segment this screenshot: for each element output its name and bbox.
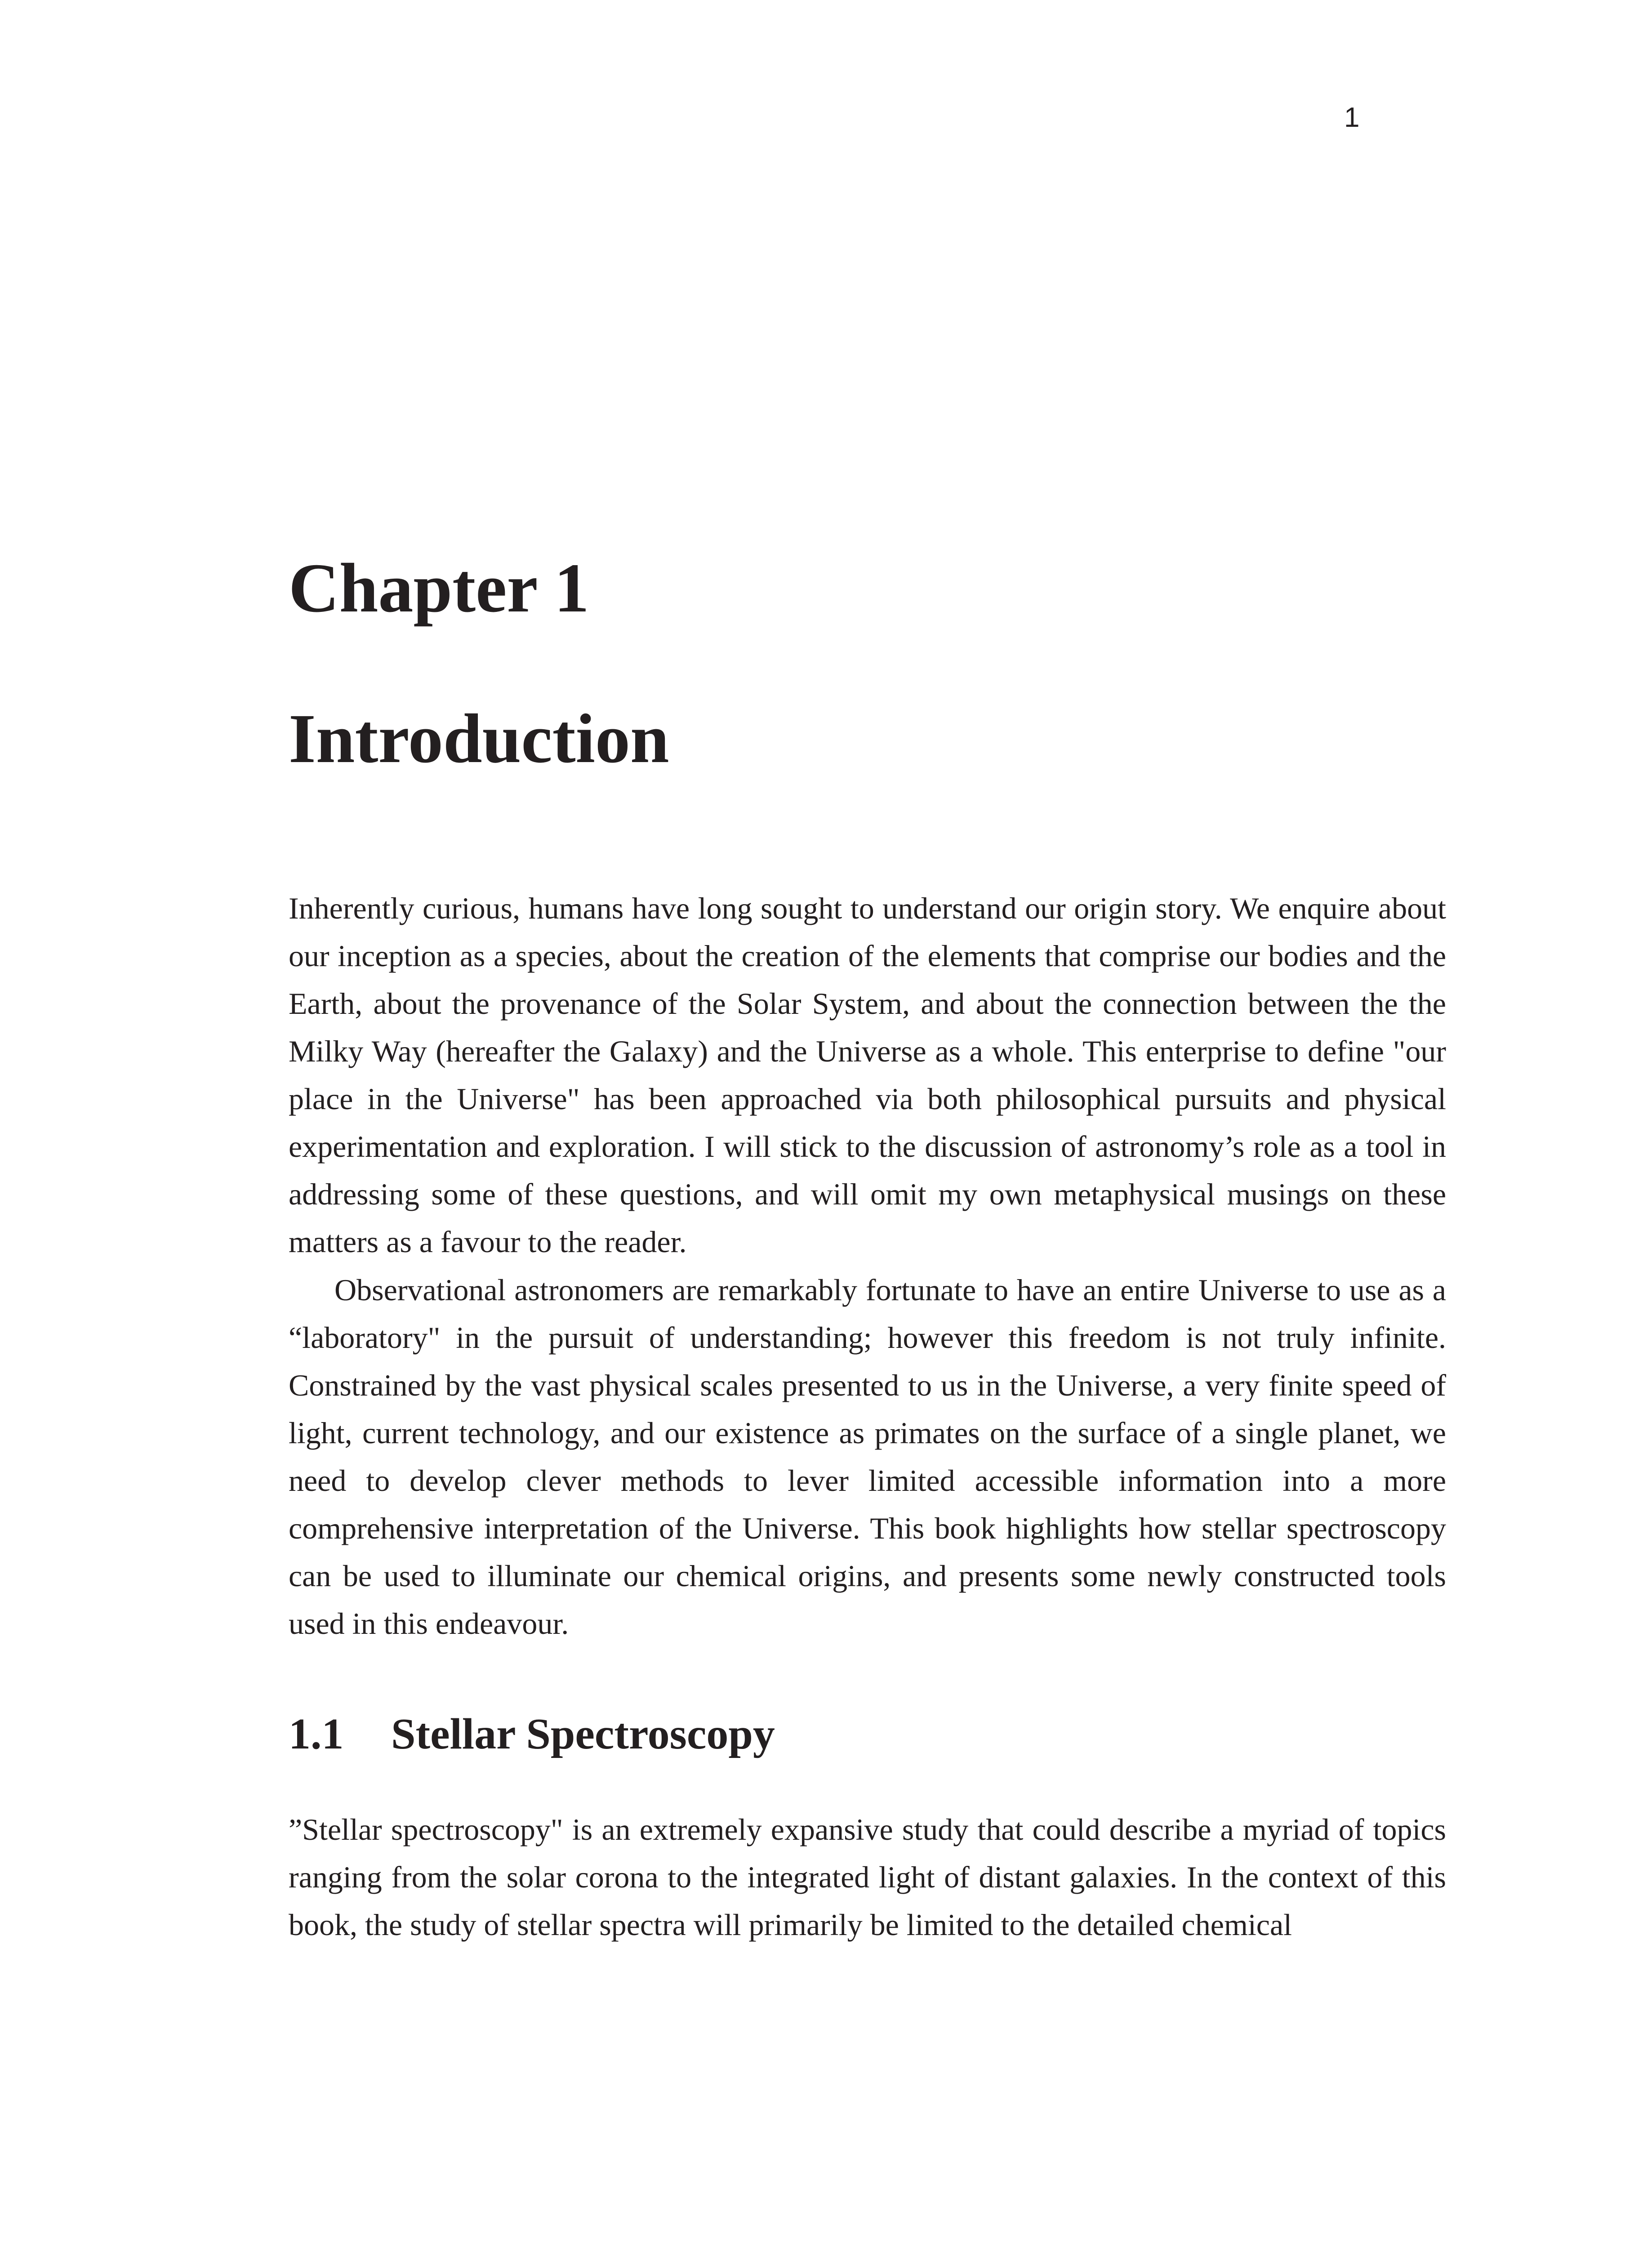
section-paragraph: ”Stellar spectroscopy" is an extremely expansive study that could describe a myriad of topics ranging from the solar corona to the integrated light of distant galaxies. In the context of this book, the study of stellar spectra will primarily be limited to the detailed chemical: [289, 1812, 1446, 1942]
page-number: 1: [1344, 102, 1360, 133]
chapter-title: Introduction: [289, 700, 669, 777]
intro-paragraph-1: Inherently curious, humans have long sought to understand our origin story. We enquire about our inception as a species, about the creation of the elements that comprise our bodies and the Earth, about the provenance of the Solar System, and about the connection between the the Milky Way (hereafter the Galaxy) and the Universe as a whole. This enterprise to define "our place in the Universe" has been approached via both philosophical pursuits and physical experimentation and exploration. I will stick to the discussion of astronomy’s role as a tool in addressing some of these questions, and will omit my own metaphysical musings on these matters as a favour to the reader.: [289, 891, 1446, 1259]
chapter-label: Chapter 1: [289, 549, 589, 627]
section-heading: [289, 1707, 775, 1761]
section-title: Stellar Spectroscopy: [391, 1710, 775, 1758]
intro-paragraph-2: Observational astronomers are remarkably fortunate to have an entire Universe to use as a “laboratory" in the pursuit of understanding; however this freedom is not truly infinite. Constrained by the vast physical scales presented to us in the Universe, a very finite speed of light, current technology, and our existence as primates on the surface of a single planet, we need to develop clever methods to lever limited accessible information into a more comprehensive interpretation of the Universe. This book highlights how stellar spectroscopy can be used to illuminate our chemical origins, and presents some newly constructed tools used in this endeavour.: [289, 1273, 1446, 1641]
section-number: 1.1: [289, 1710, 344, 1758]
